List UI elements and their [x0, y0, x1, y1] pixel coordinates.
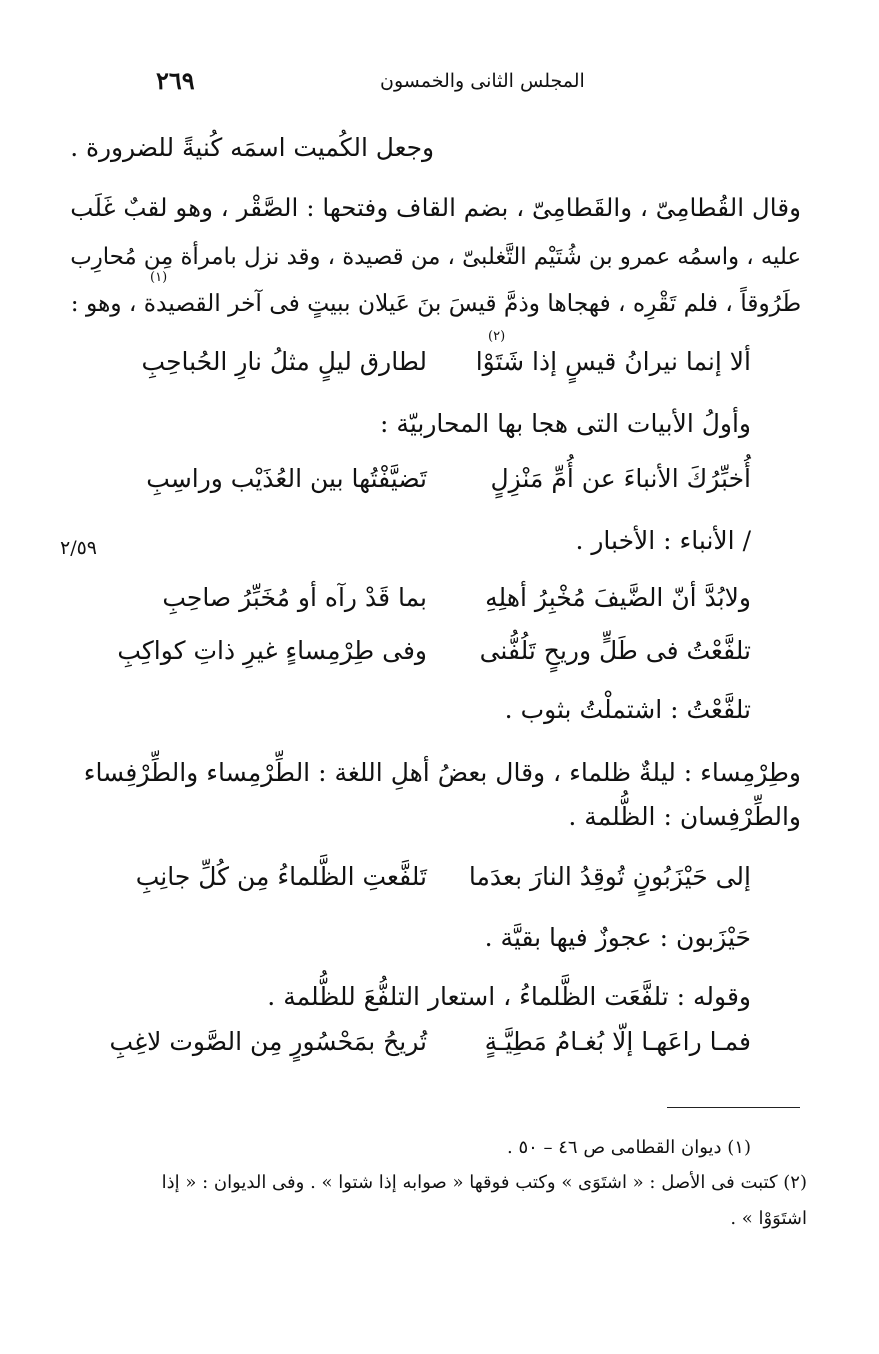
verse-first-hemistich: تلفَّعْتُ فى طَلٍّ وريحٍ تَلُفُّنى	[479, 636, 751, 665]
paragraph-line: تلفَّعْتُ : اشتملْتُ بثوب .	[504, 695, 751, 724]
paragraph-line: عليه ، واسمُه عمرو بن شُتَيْم التَّغلبىّ ، من قصيدة ، وقد نزل بامرأة مِن مُحارِب	[70, 244, 801, 270]
footnote-marker: (٢)	[488, 329, 506, 344]
verse-first-hemistich: ألا إنما نيرانُ قيسٍ إذا شَتَوْا	[475, 347, 751, 376]
running-header	[0, 66, 879, 96]
verse-first-hemistich: أُخبِّرُكَ الأنباءَ عن أُمِّ مَنْزِلٍ	[490, 464, 751, 493]
paragraph-line: وقوله : تلفَّعَت الظَّلماءُ ، استعار التلفُّعَ للظُّلمة .	[267, 982, 751, 1011]
paragraph-line: وجعل الكُميت اسمَه كُنيةً للضرورة .	[70, 133, 434, 162]
paragraph-line: وقال القُطامِىّ ، والقَطامِىّ ، بضم القاف وفتحها : الصَّقْر ، وهو لقبٌ غَلَب	[70, 193, 801, 222]
verse-first-hemistich: فمـا راعَهـا إلّا بُغـامُ مَطِيَّـةٍ	[484, 1027, 751, 1056]
verse-first-hemistich: إلى حَيْزَبُونٍ تُوقِدُ النارَ بعدَما	[468, 862, 751, 891]
footnote-marker: (١)	[150, 270, 168, 285]
verse-second-hemistich: تُريحُ بمَحْسُورٍ مِن الصَّوت لاغِبِ	[109, 1027, 427, 1056]
verse-second-hemistich: لطارق ليلٍ مثلُ نارِ الحُباحِبِ	[141, 347, 427, 376]
paragraph-line: وطِرْمِساء : ليلةٌ ظلماء ، وقال بعضُ أهلِ اللغة : الطِّرْمِساء والطِّرْفِساء	[83, 758, 801, 787]
paragraph-line: / الأنباء : الأخبار .	[575, 526, 751, 555]
verse-second-hemistich: بما قَدْ رآه أو مُخَبِّرُ صاحِبِ	[162, 583, 427, 612]
verse-second-hemistich: وفى طِرْمِساءٍ غيرِ ذاتِ كواكِبِ	[117, 636, 427, 665]
running-title: المجلس الثانى والخمسون	[380, 70, 585, 92]
verse-second-hemistich: تَلفَّعتِ الظَّلماءُ مِن كُلِّ جانِبِ	[135, 862, 427, 891]
margin-reference: ٢/٥٩	[60, 537, 98, 559]
paragraph-line: وأولُ الأبيات التى هجا بها المحاربيّة :	[380, 409, 751, 438]
paragraph-line: حَيْزَبون : عجوزٌ فيها بقيَّة .	[484, 923, 751, 952]
verse-second-hemistich: تَضيَّفْتُها بين العُذَيْب وراسِبِ	[146, 464, 427, 493]
page-number: ٢٦٩	[156, 66, 195, 95]
paragraph-line: والطِّرْفِسان : الظُّلمة .	[568, 802, 801, 831]
footnote: (١) ديوان القطامى ص ٤٦ – ٥٠ .	[507, 1137, 751, 1158]
footnote-separator	[667, 1107, 800, 1108]
footnote: (٢) كتبت فى الأصل : « اشتَوَى » وكتب فوقها « صوابه إذا شتوا » . وفى الديوان : « إذا	[161, 1172, 807, 1193]
footnote: اشتَوَوْا » .	[730, 1208, 807, 1229]
verse-first-hemistich: ولابُدَّ أنّ الضَّيفَ مُخْبِرُ أهلِهِ	[485, 583, 751, 612]
paragraph-line: طَرُوقاً ، فلم تَقْرِه ، فهجاها وذمَّ قيسَ بنَ عَيلان ببيتٍ فى آخر القصيدة ، وهو :	[70, 290, 801, 317]
